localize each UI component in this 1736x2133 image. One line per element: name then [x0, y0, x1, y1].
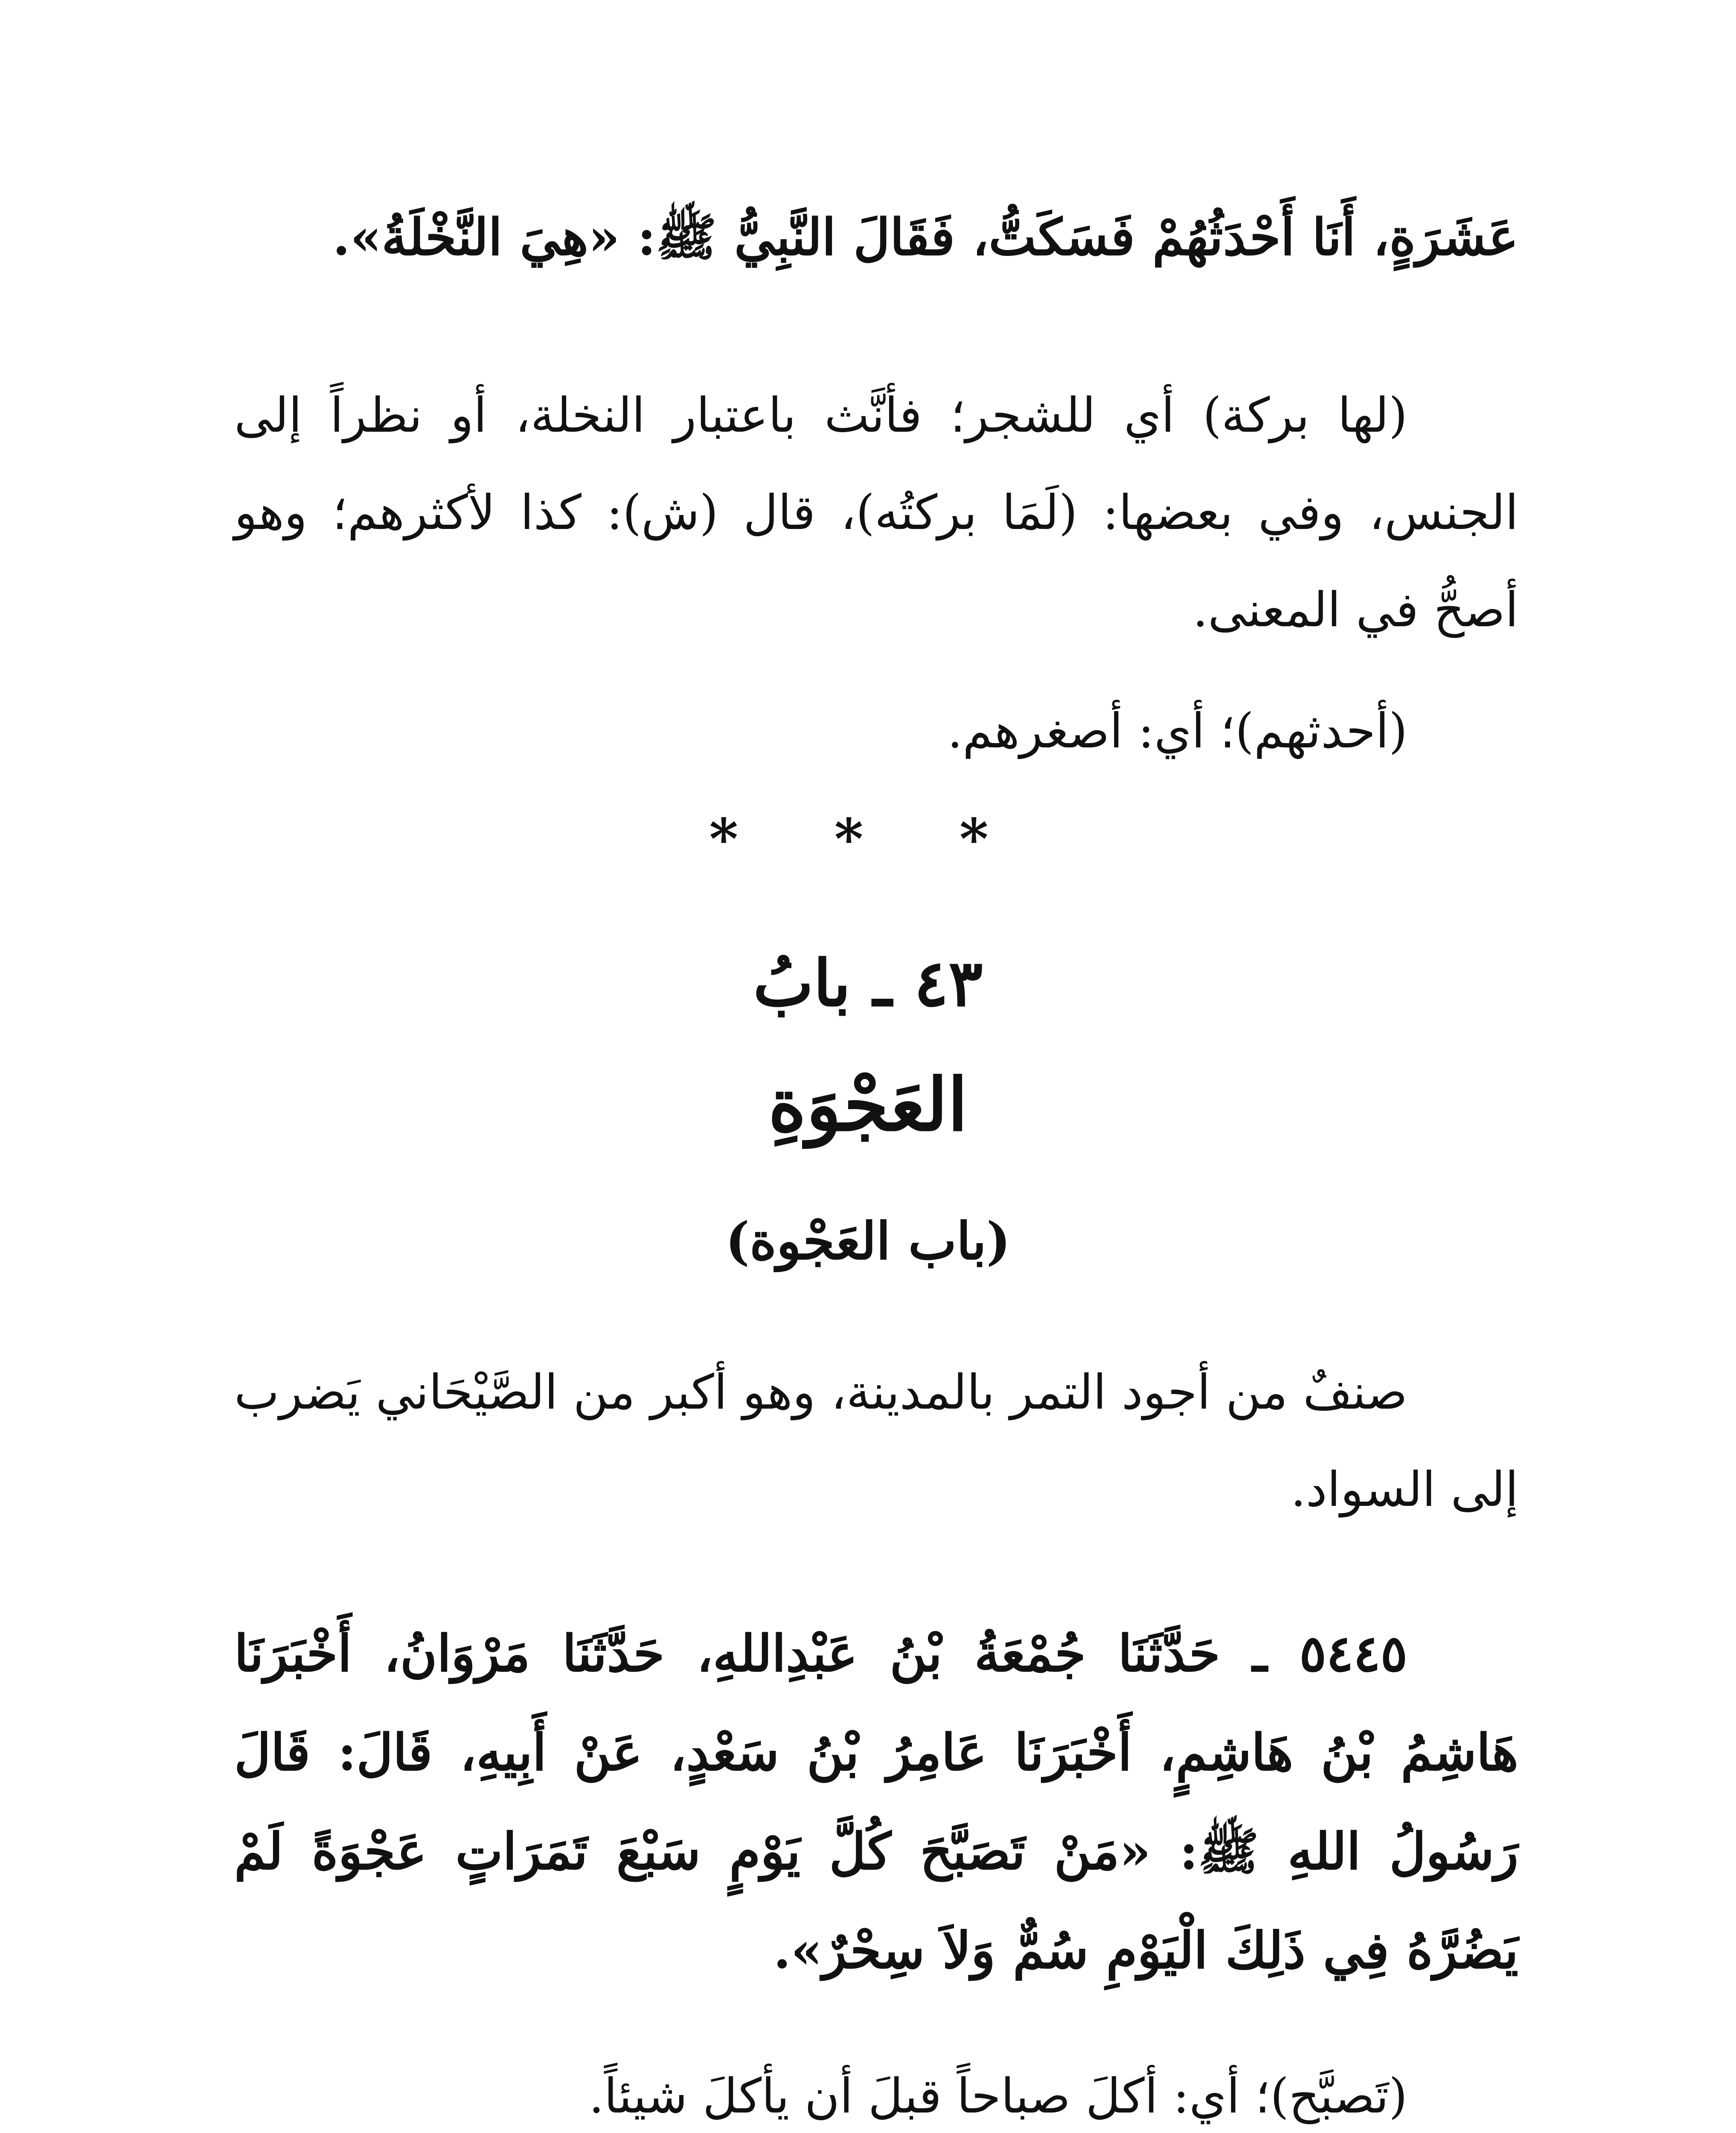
commentary-paragraph: (لها بركة) أي للشجر؛ فأنَّث باعتبار النخلة، أو نظراً إلى الجنس، وفي بعضها: (لَمَا بركتُه)، قال (ش): كذا لأكثرهم؛ وهو أصحُّ في المعنى. — [234, 388, 1518, 638]
chapter-title: العَجْوَةِ — [768, 1062, 968, 1148]
commentary-paragraph: (أحدثهم)؛ أي: أصغرهم. — [947, 703, 1407, 759]
section-separator: * * * — [709, 806, 1027, 872]
hadith-text-fragment: عَشَرَةٍ، أَنَا أَحْدَثُهُمْ فَسَكَتُّ، فَقَالَ النَّبِيُّ ﷺ: — [619, 207, 1518, 267]
prophetic-quote: «هِيَ النَّخْلَةُ» — [350, 207, 620, 267]
chapter-commentary-heading: (باب العَجْوة) — [725, 1211, 1011, 1271]
chapter-number: ٤٣ ـ بابُ — [753, 946, 983, 1021]
end-punctuation: . — [332, 207, 350, 267]
hadith-5445: ٥٤٤٥ ـ حَدَّثَنَا جُمْعَةُ بْنُ عَبْدِاللهِ، حَدَّثَنَا مَرْوَانُ، أَخْبَرَنَا هَاشِمُ بْنُ هَاشِمٍ، أَخْبَرَنَا عَامِرُ بْنُ سَعْدٍ، عَنْ أَبِيهِ، قَالَ: قَالَ رَسُولُ اللهِ ﷺ: «مَنْ تَصَبَّحَ كُلَّ يَوْمٍ سَبْعَ تَمَرَاتٍ عَجْوَةً لَمْ يَضُرَّهُ فِي ذَلِكَ الْيَوْمِ سُمٌّ وَلاَ سِحْرٌ». — [234, 1624, 1518, 1980]
previous-hadith-ending — [234, 188, 1518, 287]
commentary-paragraph: صنفٌ من أجود التمر بالمدينة، وهو أكبر من الصَّيْحَاني يَضرب إلى السواد. — [234, 1365, 1518, 1517]
commentary-paragraph: (تَصبَّح)؛ أي: أكلَ صباحاً قبلَ أن يأكلَ شيئاً. — [589, 2069, 1407, 2124]
